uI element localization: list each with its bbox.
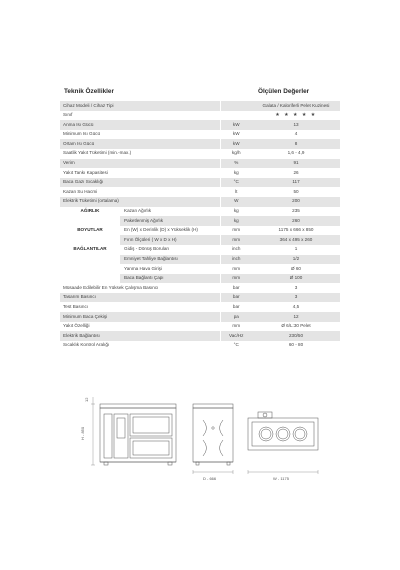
spec-row — [60, 331, 340, 341]
top-dimension-label: 12 — [84, 397, 89, 402]
spec-row — [60, 101, 340, 111]
spec-unit: Vac/Hz — [220, 331, 252, 341]
spec-label: Müsaade Edilebilir En Yüksek Çalışma Basıncı — [63, 284, 159, 290]
spec-value: 4 — [294, 131, 298, 137]
spec-unit: kg/h — [220, 149, 252, 159]
spec-sub-label: Emniyet Tahliye Bağlantısı — [124, 256, 178, 261]
spec-unit: kW — [220, 120, 252, 130]
spec-label: Elektrik Tüketimi (ortalama) — [60, 197, 220, 207]
spec-value: 13 — [252, 120, 340, 130]
spec-value: 235 — [292, 208, 300, 214]
spec-value: Galata / Kaloriferli Pelet Kuzinesi — [252, 101, 340, 111]
spec-label: Yakıt Tankı Kapasitesi — [63, 169, 108, 175]
spec-label: Saatlik Yakıt Tüketimi (min.-max.) — [63, 150, 132, 156]
spec-unit: kg — [220, 207, 252, 217]
spec-row — [60, 159, 340, 169]
spec-value: 8 — [252, 139, 340, 149]
spec-label: Tasarım Basıncı — [60, 293, 220, 303]
spec-row — [60, 293, 340, 303]
spec-value: 26 — [293, 169, 299, 175]
spec-row — [60, 235, 340, 245]
depth-dimension-label: D - 666 — [203, 476, 217, 481]
spec-unit: W — [220, 197, 252, 207]
spec-label — [60, 264, 220, 274]
spec-row — [60, 216, 340, 226]
spec-value: 1175 x 666 x 850 — [278, 227, 314, 233]
spec-row — [60, 341, 340, 351]
spec-group-label: BOYUTLAR — [60, 226, 120, 236]
spec-unit: lt — [220, 187, 252, 197]
top-view-drawing — [248, 412, 318, 474]
spec-row — [60, 149, 340, 159]
spec-unit — [220, 101, 252, 111]
spec-value: Ø 60 — [291, 265, 301, 271]
spec-unit: kg — [220, 168, 252, 178]
spec-row — [60, 226, 340, 236]
spec-row — [60, 302, 340, 312]
spec-unit — [220, 111, 252, 121]
spec-unit: bar — [220, 283, 252, 293]
spec-value: 230/50 — [252, 331, 340, 341]
spec-unit: bar — [220, 293, 252, 303]
side-view-drawing — [193, 404, 233, 474]
spec-value: 91 — [252, 159, 340, 169]
spec-unit: mm — [220, 322, 252, 332]
spec-label: Cihaz Modeli / Cihaz Tipi — [60, 101, 220, 111]
spec-row — [60, 178, 340, 188]
spec-sub-label: Baca Bağlantı Çapı — [124, 275, 164, 281]
spec-value: 364 x 495 x 260 — [252, 235, 340, 245]
spec-value: 117 — [252, 178, 340, 188]
spec-row — [60, 283, 340, 293]
spec-sub-label: Kazan Ağırlık — [124, 208, 152, 214]
spec-unit: mm — [220, 274, 252, 284]
technical-drawings — [80, 392, 330, 487]
spec-label: Anma Isı Gücü — [60, 120, 220, 130]
spec-label: Elektrik Bağlantısı — [60, 331, 220, 341]
spec-value: 1/2 — [252, 255, 340, 265]
spec-sub-label: Paketlenmiş Ağırlık — [124, 217, 164, 223]
spec-unit: bar — [220, 302, 252, 312]
spec-value: 50 — [293, 188, 299, 194]
height-dimension-label: H - 850 — [80, 426, 85, 440]
spec-label: Sıcaklık Kontrol Aralığı — [63, 342, 110, 348]
spec-label — [60, 245, 220, 255]
spec-row — [60, 187, 340, 197]
spec-row — [60, 111, 340, 121]
spec-row — [60, 168, 340, 178]
spec-sub-label: Yanma Hava Girişi — [124, 265, 162, 271]
spec-row — [60, 264, 340, 274]
spec-row — [60, 312, 340, 322]
spec-row — [60, 245, 340, 255]
spec-group-label: AĞIRLIK — [60, 207, 120, 217]
spec-value: Ø 100 — [252, 274, 340, 284]
front-view-drawing — [91, 397, 176, 465]
spec-sub-label: En (W) x Derinlik (D) x Yükseklik (H) — [124, 227, 198, 233]
spec-unit: mm — [220, 226, 252, 236]
spec-value: 260 — [252, 216, 340, 226]
spec-row — [60, 120, 340, 130]
spec-label — [60, 207, 220, 217]
spec-unit: % — [220, 159, 252, 169]
spec-row — [60, 197, 340, 207]
spec-sub-label: Fırın Ölçüleri ( W x D x H) — [124, 236, 177, 242]
spec-label: Verim — [60, 159, 220, 169]
spec-unit: kW — [220, 139, 252, 149]
width-dimension-label: W - 1175 — [273, 476, 289, 481]
spec-unit: kW — [220, 130, 252, 140]
spec-row — [60, 322, 340, 332]
spec-label: Sınıf — [63, 112, 73, 118]
spec-label: Yakıt Özelliği — [63, 323, 90, 329]
spec-value: 1,6 - 4,9 — [287, 150, 305, 156]
spec-label — [60, 235, 220, 245]
spec-unit: °C — [220, 178, 252, 188]
spec-table — [60, 101, 340, 350]
spec-unit: mm — [220, 235, 252, 245]
spec-row — [60, 207, 340, 217]
spec-label — [60, 274, 220, 284]
spec-value: Ø 6/L:30 Pelet — [281, 323, 311, 329]
spec-value: 3 — [252, 293, 340, 303]
spec-row — [60, 130, 340, 140]
spec-value: 60 - 80 — [288, 342, 304, 348]
spec-label: Minimum Baca Çekişi — [60, 312, 220, 322]
spec-unit: °C — [220, 341, 252, 351]
spec-sub-label: Gidiş - Dönüş Boruları — [124, 246, 170, 252]
spec-label — [60, 255, 220, 265]
spec-row — [60, 139, 340, 149]
spec-value: 3 — [294, 284, 298, 290]
spec-label — [60, 216, 220, 226]
spec-unit: inch — [220, 245, 252, 255]
spec-label: Baca Gazı Sıcaklığı — [60, 178, 220, 188]
spec-label — [60, 226, 220, 236]
spec-row — [60, 255, 340, 265]
spec-value: 200 — [252, 197, 340, 207]
spec-unit: pa — [220, 312, 252, 322]
measured-values-heading: Ölçülen Değerler — [258, 88, 310, 95]
spec-value: 4,5 — [292, 303, 300, 309]
spec-group-label: BAĞLANTILAR — [60, 245, 120, 255]
spec-value: 1 — [294, 246, 298, 252]
spec-unit: kg — [220, 216, 252, 226]
spec-row — [60, 274, 340, 284]
specs-heading: Teknik Özellikler — [64, 88, 114, 95]
spec-label: Ortam Isı Gücü — [60, 139, 220, 149]
spec-label: Kazan Su Hacmi — [63, 188, 98, 194]
rating-stars: ★ ★ ★ ★ ★ — [275, 111, 317, 118]
spec-label: Test Basıncı — [63, 303, 89, 309]
spec-unit: inch — [220, 255, 252, 265]
spec-unit: mm — [220, 264, 252, 274]
spec-value: 12 — [252, 312, 340, 322]
spec-label: Minimum Isı Gücü — [63, 131, 101, 137]
